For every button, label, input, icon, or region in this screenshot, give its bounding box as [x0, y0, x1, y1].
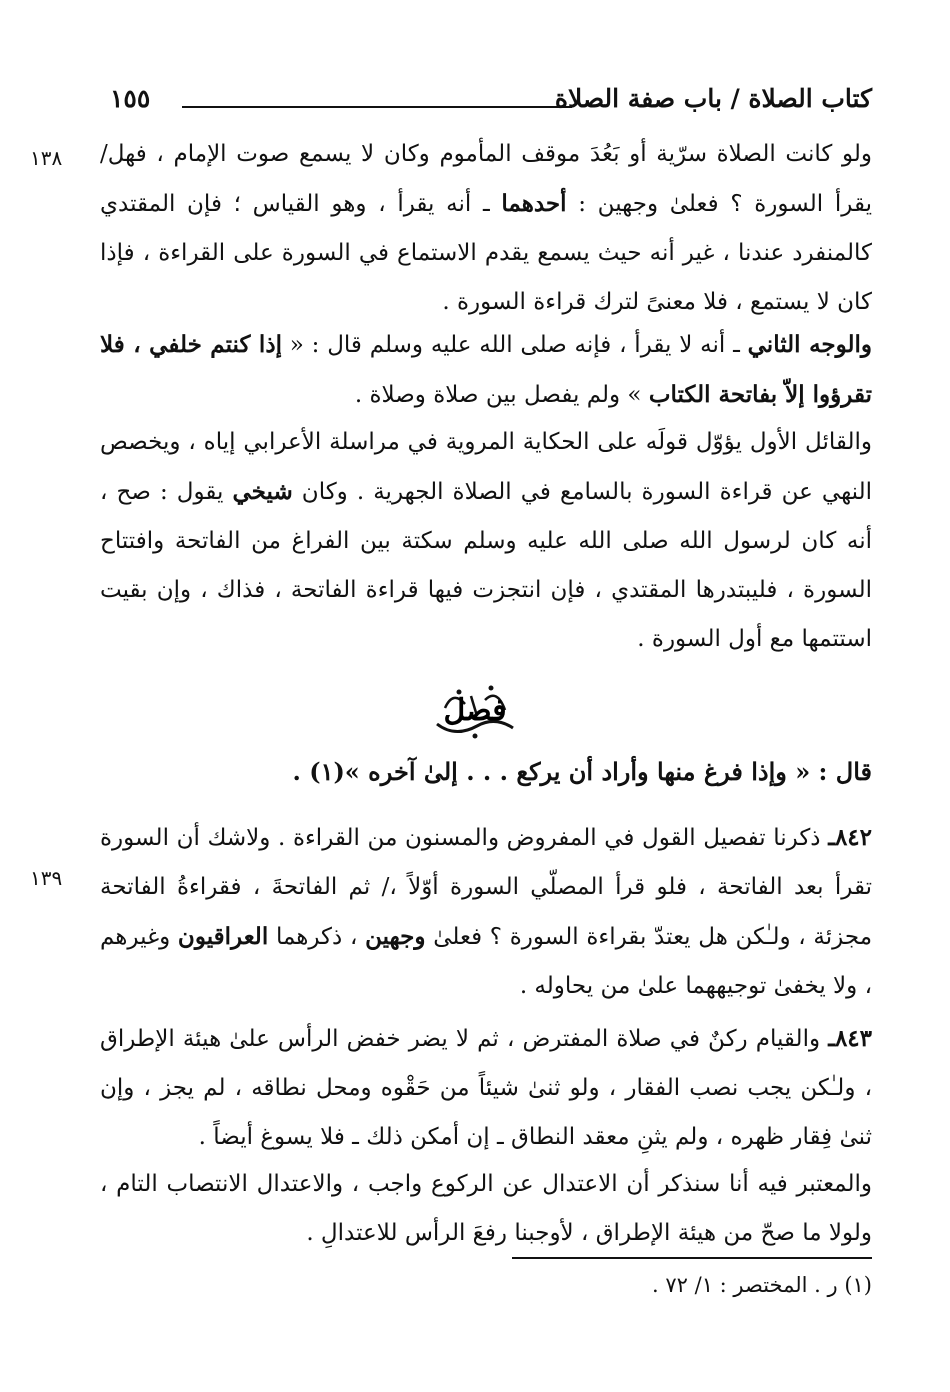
- paragraph-843: [100, 1014, 872, 1162]
- paragraph-1: [100, 130, 872, 327]
- footnote-rule: [512, 1257, 872, 1259]
- margin-number-138: ١٣٨: [30, 146, 63, 170]
- paragraph-6-text: والمعتبر فيه أنا سنذكر أن الاعتدال عن الركوع واجب ، والاعتدال الانتصاب التام ، ولولا ما صحّ من هيئة الإطراق ، لأوجبنا رفعَ الرأس للاعتدالِ .: [100, 1171, 872, 1246]
- paragraph-842-mid: ، ذكرهما: [275, 924, 358, 950]
- header-rule: [182, 106, 572, 108]
- paragraph-2-text: ـ أنه لا يقرأ ، فإنه صلى الله عليه وسلم قال : «: [289, 332, 740, 358]
- page-number: ١٥٥: [110, 84, 151, 113]
- paragraph-842-bold-1: وجهين: [365, 923, 426, 950]
- paragraph-2: [100, 320, 872, 420]
- paragraph-1-text: ولو كانت الصلاة سرّية أو بَعُدَ موقف المأموم وكان لا يسمع صوت الإمام ، فهل/ يقرأ السورة ؟ فعلىٰ وجهين :: [100, 141, 872, 217]
- paragraph-2-rest: » ولم يفصل بين صلاة وصلاة .: [354, 382, 642, 408]
- paragraph-842-bold-2: العراقيون: [177, 923, 269, 950]
- paragraph-842: [100, 813, 872, 1011]
- chapter-line-suffix: »(١) .: [292, 757, 369, 786]
- hadith-quote: إذا كنتم خلفي ، فلا تقرؤوا إلاّ بفاتحة الكتاب: [100, 331, 872, 408]
- paragraph-3-text: والقائل الأول يؤوّل قولَه على الحكاية المروية في مراسلة الأعرابي إياه ، ويخصص النهي عن قراءة السورة بالسامع في الصلاة الجهرية . وكان: [100, 429, 873, 505]
- header-title: كتاب الصلاة / باب صفة الصلاة: [554, 84, 872, 113]
- chapter-ornament-icon: [425, 680, 525, 742]
- paragraph-3: [100, 418, 872, 664]
- chapter-line-prefix: قال : «: [786, 757, 872, 786]
- running-header: [110, 80, 872, 124]
- paragraph-2-bold: والوجه الثاني: [747, 331, 872, 358]
- paragraph-843-text: والقيام ركنٌ في صلاة المفترض ، ثم لا يضر خفض الرأس علىٰ هيئة الإطراق ، ولـٰكن يجب نصب الفقار ، ولو ثنىٰ شيئاً من حَقْوه ومحل نطاقه ، لم يجز ، وإن ثنىٰ فِقار ظهره ، ولم يثنِ معقد النطاق ـ إن أمكن ذلك ـ فلا يسوغ أيضاً .: [100, 1026, 872, 1150]
- chapter-line-bold: وإذا فرغ منها وأراد أن يركع . . . إلىٰ آخره: [368, 757, 787, 786]
- paragraph-1-rest: ـ أنه يقرأ ، وهو القياس ؛ فإن المقتدي كالمنفرد عندنا ، غير أنه حيث يسمع يقدم الاستماع في السورة على القراءة ، فإذا كان لا يستمع ، فلا معنىً لترك قراءة السورة .: [100, 191, 872, 315]
- margin-number-139: ١٣٩: [30, 866, 63, 890]
- section-number-842: ٨٤٢ـ: [828, 824, 873, 851]
- paragraph-842-text: ذكرنا تفصيل القول في المفروض والمسنون من القراءة . ولاشك أن السورة تقرأ بعد الفاتحة ، فلو قرأ المصلّي السورة أوّلاً ،/ ثم الفاتحةَ ، فقراءةُ الفاتحة مجزئة ، ولـٰكن هل يعتدّ بقراءة السورة ؟ فعلىٰ: [100, 825, 873, 950]
- chapter-heading: فصل: [443, 693, 507, 728]
- paragraph-842-rest: وغيرهم ، ولا يخفىٰ توجيههما علىٰ من يحاوله .: [100, 924, 872, 999]
- footnote: (١) ر . المختصر : ١/ ٧٢ .: [652, 1273, 872, 1297]
- paragraph-1-bold: أحدهما: [501, 190, 567, 217]
- paragraph-6: [100, 1160, 872, 1258]
- paragraph-3-bold: شيخي: [232, 478, 293, 505]
- chapter-quote-line: [230, 752, 872, 792]
- section-number-843: ٨٤٣ـ: [828, 1025, 873, 1052]
- paragraph-3-rest: يقول : صح ، أنه كان لرسول الله صلى الله عليه وسلم سكتة بين الفراغ من الفاتحة وافتتاح السورة ، فليبتدرها المقتدي ، فإن انتجزت فيها قراءة الفاتحة ، فذاك ، وإن بقيت استتمها مع أول السورة .: [100, 479, 872, 652]
